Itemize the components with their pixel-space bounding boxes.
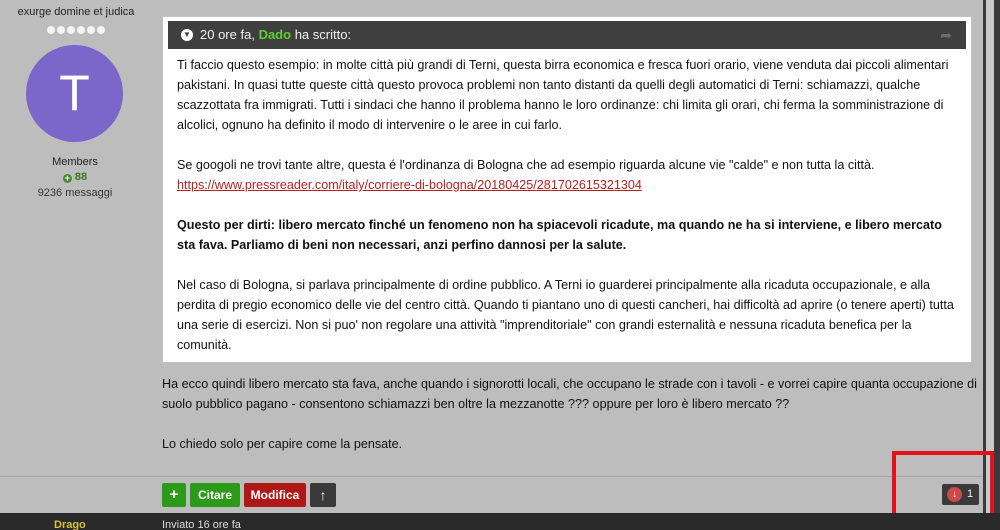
quote-paragraph: Nel caso di Bologna, si parlava principalmente di ordine pubblico. A Terni io guarderei principalmente alla ricaduta occupazionale, e alla perdita di pregio economico delle vie del centro città. Quando ti piantano uno di questi cancheri, hai difficoltà ad aprire (o tenere aperti) tutta una serie di esercizi. Non si puo' non regolare una attività "imprenditoriale" con grandi esternalità e nessuna ricaduta benefica per la comunità. — [177, 278, 954, 352]
next-post-time: Inviato 16 ore fa — [162, 519, 241, 530]
chevron-down-icon[interactable]: ▼ — [181, 29, 193, 41]
avatar[interactable]: T — [26, 45, 123, 142]
post-paragraph: Lo chiedo solo per capire come la pensate. — [162, 437, 403, 451]
rank-dot — [57, 26, 65, 34]
quote-button[interactable]: Citare — [190, 483, 240, 507]
action-bar-divider — [0, 476, 983, 477]
share-arrow-icon[interactable]: ➦ — [940, 27, 952, 43]
post-count: 9236 messaggi — [37, 187, 113, 199]
post-paragraph: Ha ecco quindi libero mercato sta fava, anche quando i signorotti locali, che occupano le strade con i tavoli - e vorrei capire quanta occupazione di suolo pubblico pagano - consentono schiamazzi ben oltre la mezzanotte ??? oppure per loro è libero mercato ?? — [162, 377, 977, 411]
scroll-top-button[interactable]: ↑ — [310, 483, 336, 507]
rank-dot — [47, 26, 55, 34]
rank-dot — [97, 26, 105, 34]
next-post-header — [0, 513, 1000, 530]
reputation-badge — [0, 171, 150, 183]
next-post-author[interactable]: Drago — [54, 519, 86, 530]
quote-header[interactable] — [168, 21, 966, 49]
multiquote-add-button[interactable]: + — [162, 483, 186, 507]
downvote-arrow-icon[interactable]: ↓ — [947, 487, 962, 502]
quote-block — [162, 16, 972, 363]
vote-count: 1 — [967, 488, 974, 500]
quote-link[interactable]: https://www.pressreader.com/italy/corriere-di-bologna/20180425/281702615321304 — [177, 178, 642, 192]
plus-circle-icon: + — [64, 173, 70, 183]
rank-dot — [77, 26, 85, 34]
rank-dot — [67, 26, 75, 34]
quote-time: 20 ore fa, — [200, 27, 255, 42]
reputation-value: 88 — [74, 171, 88, 183]
quote-paragraph: Se googoli ne trovi tante altre, questa é l'ordinanza di Bologna che ad esempio riguarda alcune vie "calde" e non tutta la città. — [177, 158, 875, 172]
quote-wrote: ha scritto: — [294, 27, 352, 42]
quote-meta — [200, 21, 351, 49]
quote-author[interactable]: Dado — [258, 27, 292, 42]
rank-dots — [46, 26, 106, 34]
quote-paragraph: Ti faccio questo esempio: in molte città più grandi di Terni, questa birra economica e fresca fuori orario, viene venduta dai piccoli alimentari pakistani. In quasi tutte queste città questo provoca problemi non tanto distanti da quelli degli automatici di Terni: schiamazzi, qualche scazzottata fra immigrati. Tutti i sindaci che hanno il problema hanno le loro ordinanze: chi limita gli orari, chi ferma la somministrazione di alcolici, ognuno ha definito il modo di intervenire o le aree in cui farlo. — [177, 58, 949, 132]
member-group: Members — [52, 156, 98, 168]
edit-button[interactable]: Modifica — [244, 483, 306, 507]
rank-dot — [87, 26, 95, 34]
quote-paragraph-bold: Questo per dirti: libero mercato finché un fenomeno non ha spiacevoli ricadute, ma quando ne ha si interviene, e libero mercato sta fava. Parliamo di beni non necessari, anzi perfino dannosi per la salute. — [177, 218, 942, 252]
quote-link-line — [177, 175, 963, 195]
author-title: exurge domine et judica — [17, 6, 135, 18]
